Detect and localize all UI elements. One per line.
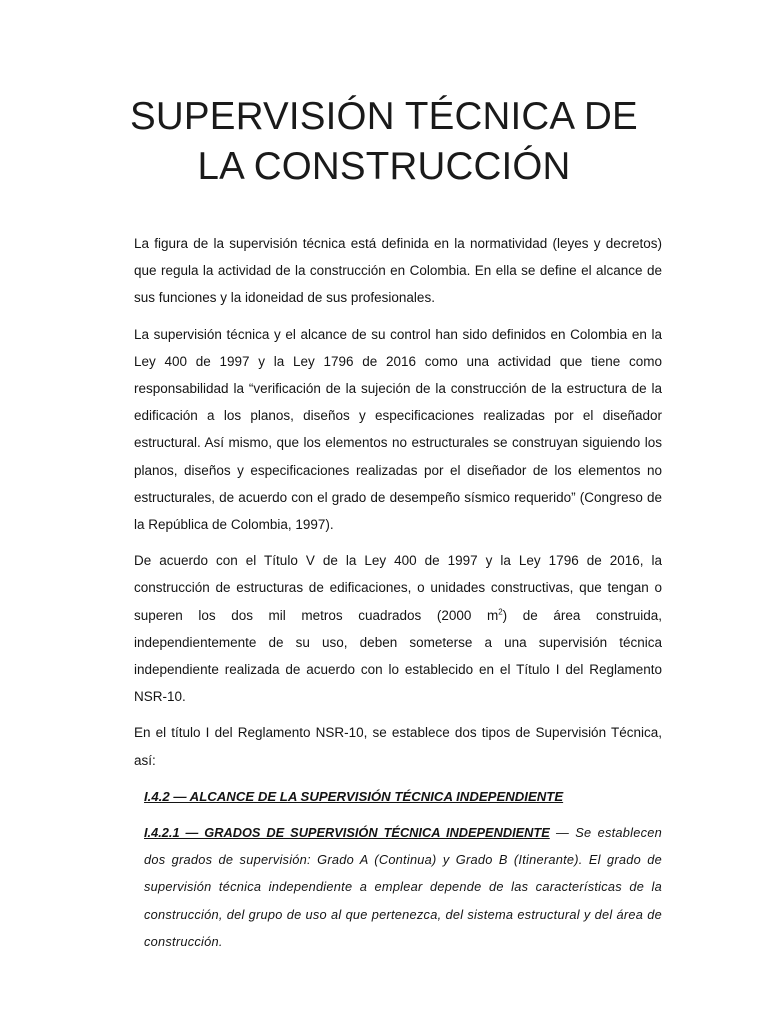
quote-sub-heading: I.4.2.1 — GRADOS DE SUPERVISIÓN TÉCNICA INDEPENDIENTE: [144, 825, 550, 841]
paragraph-definition: La supervisión técnica y el alcance de su control han sido definidos en Colombia en la Ley 400 de 1997 y la Ley 1796 de 2016 como una actividad que tiene como responsabilidad la “verificación de la sujeción de la construcción de la estructura de la edificación a los planos, diseños y especificaciones realizadas por el diseñador estructural. Así mismo, que los elementos no estructurales se construyan siguiendo los planos, diseños y especificaciones realizadas por el diseñador de los elementos no estructurales, de acuerdo con el grado de desempeño sísmico requerido” (Congreso de la República de Colombia, 1997).: [134, 326, 662, 533]
title-line-1: SUPERVISIÓN TÉCNICA DE: [130, 95, 638, 138]
paragraph-ley-400: [134, 547, 662, 710]
quote-text: — Se establecen dos grados de supervisión: Grado A (Continua) y Grado B (Itinerante). El grado de supervisión técnica independiente a emplear depende de las características de la construcción, del grupo de uso al que pertenezca, del sistema estructural y del área de construcción.: [144, 825, 662, 949]
document-title: [0, 92, 768, 192]
superscript-2: 2: [498, 607, 503, 617]
quote-paragraph: [144, 819, 662, 955]
paragraph-ley-400-text-end: ) de área construida, independientemente de su uso, deben someterse a una supervisión técnica independiente realizada de acuerdo con lo establecido en el Título I del Reglamento NSR-10.: [134, 607, 662, 705]
paragraph-intro: La figura de la supervisión técnica está definida en la normatividad (leyes y decretos) que regula la actividad de la construcción en Colombia. En ella se define el alcance de sus funciones y la idoneidad de sus profesionales.: [134, 236, 662, 306]
nsr10-quote: [144, 783, 662, 955]
quote-heading: I.4.2 — ALCANCE DE LA SUPERVISIÓN TÉCNICA INDEPENDIENTE: [144, 788, 564, 804]
paragraph-ley-400-text: De acuerdo con el Título V de la Ley 400 de 1997 y la Ley 1796 de 2016, la construcción de estructuras de edificaciones, o unidades constructivas, que tengan o superen los dos mil metros cuadrados (2000 m: [134, 553, 662, 623]
document-body: [134, 230, 662, 964]
paragraph-nsr10: En el título I del Reglamento NSR-10, se establece dos tipos de Supervisión Técnica, así:: [134, 725, 662, 768]
title-line-2: LA CONSTRUCCIÓN: [197, 145, 571, 188]
